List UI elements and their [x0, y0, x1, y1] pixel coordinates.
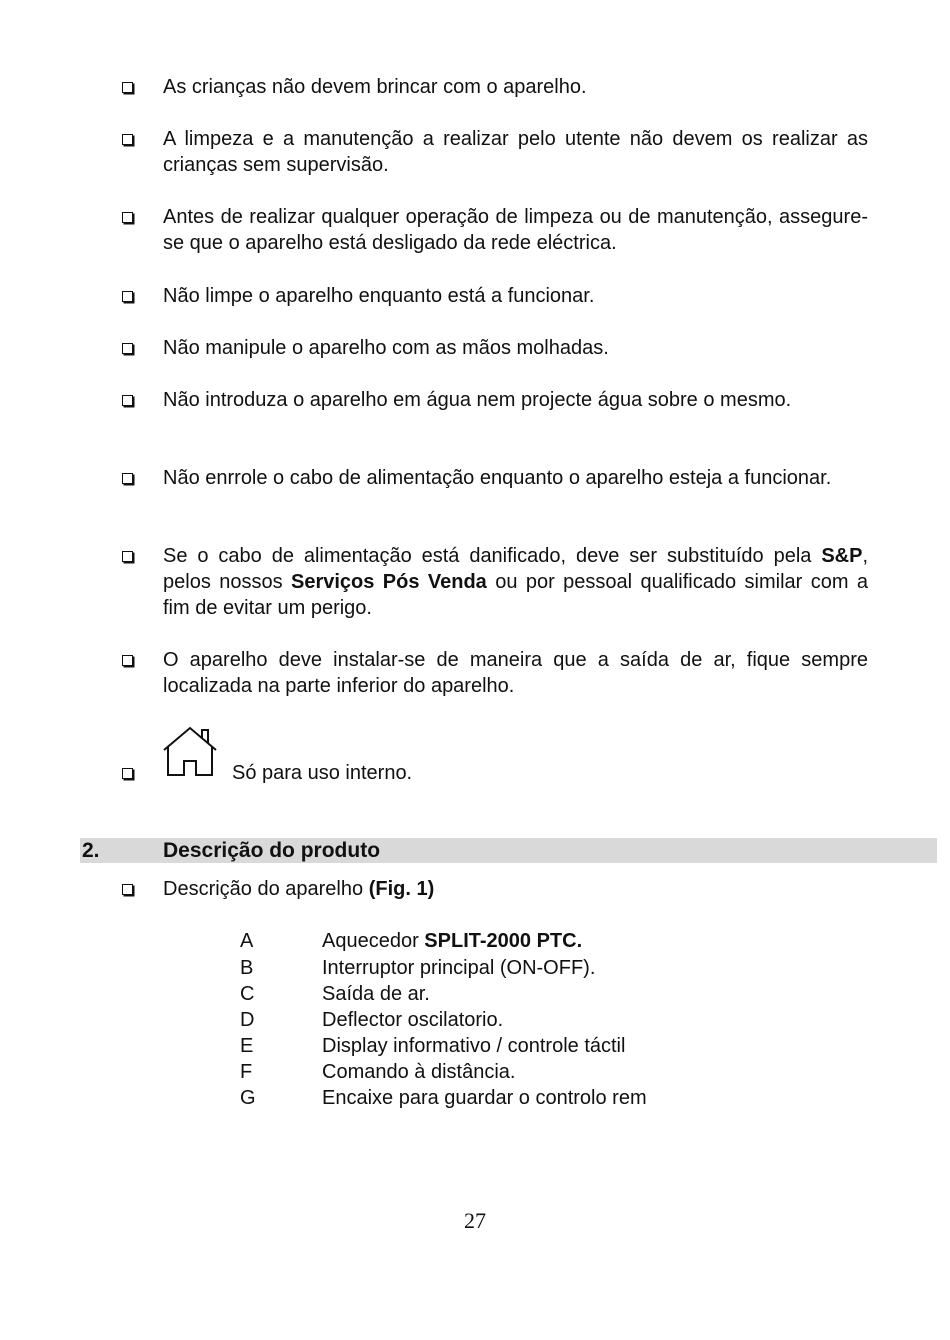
page-number: 27	[464, 1208, 486, 1233]
bullet-icon	[122, 387, 138, 413]
safety-item: Não introduza o aparelho em água nem projecte água sobre o mesmo.	[163, 389, 792, 411]
section-number: 2.	[82, 839, 100, 862]
section-title: Descrição do produto	[163, 839, 381, 862]
part-description: Display informativo / controle táctil	[322, 1035, 626, 1057]
product-model: SPLIT-2000 PTC.	[424, 930, 583, 952]
bullet-icon	[122, 283, 138, 309]
house-icon	[162, 726, 218, 778]
bullet-icon	[122, 465, 138, 491]
part-description: Encaixe para guardar o controlo rem	[322, 1087, 647, 1109]
bullet-icon	[122, 876, 138, 902]
bullet-icon	[122, 543, 138, 569]
bullet-icon	[122, 335, 138, 361]
safety-item-indoor: Só para uso interno.	[232, 762, 413, 784]
part-letter: A	[240, 930, 254, 952]
part-description: Aquecedor SPLIT-2000 PTC.	[322, 930, 583, 952]
part-description: Saída de ar.	[322, 983, 430, 1005]
figure-reference: (Fig. 1)	[368, 878, 435, 900]
part-letter: B	[240, 957, 254, 979]
description-line: Descrição do aparelho (Fig. 1)	[163, 878, 435, 900]
safety-item: Não manipule o aparelho com as mãos molhadas.	[163, 337, 609, 359]
bullet-icon	[122, 74, 138, 100]
part-description: Deflector oscilatorio.	[322, 1009, 504, 1031]
part-letter: C	[240, 983, 255, 1005]
part-letter: D	[240, 1009, 255, 1031]
part-letter: F	[240, 1061, 253, 1083]
safety-item: A limpeza e a manutenção a realizar pelo utente não devem os realizar as crianças sem supervisão.	[163, 128, 868, 176]
after-sales-service: Serviços Pós Venda	[291, 571, 487, 593]
brand-name: S&P	[821, 545, 863, 567]
safety-item: O aparelho deve instalar-se de maneira que a saída de ar, fique sempre localizada na parte inferior do aparelho.	[163, 649, 868, 697]
part-description: Interruptor principal (ON-OFF).	[322, 957, 596, 979]
safety-item: Não limpe o aparelho enquanto está a funcionar.	[163, 285, 595, 307]
safety-item: Não enrrole o cabo de alimentação enquanto o aparelho esteja a funcionar.	[163, 467, 832, 489]
bullet-icon	[122, 760, 138, 786]
bullet-icon	[122, 647, 138, 673]
safety-item-cable: Se o cabo de alimentação está danificado, deve ser substituído pela S&P, pelos nossos Serviços Pós Venda ou por pessoal qualificado similar com a fim de evitar um perigo.	[163, 545, 869, 619]
part-letter: E	[240, 1035, 254, 1057]
safety-item: As crianças não devem brincar com o aparelho.	[163, 76, 587, 98]
bullet-icon	[122, 204, 138, 230]
part-description: Comando à distância.	[322, 1061, 516, 1083]
bullet-icon	[122, 126, 138, 152]
safety-item: Antes de realizar qualquer operação de limpeza ou de manutenção, assegure-se que o aparelho está desligado da rede eléctrica.	[163, 206, 868, 254]
part-letter: G	[240, 1087, 256, 1109]
